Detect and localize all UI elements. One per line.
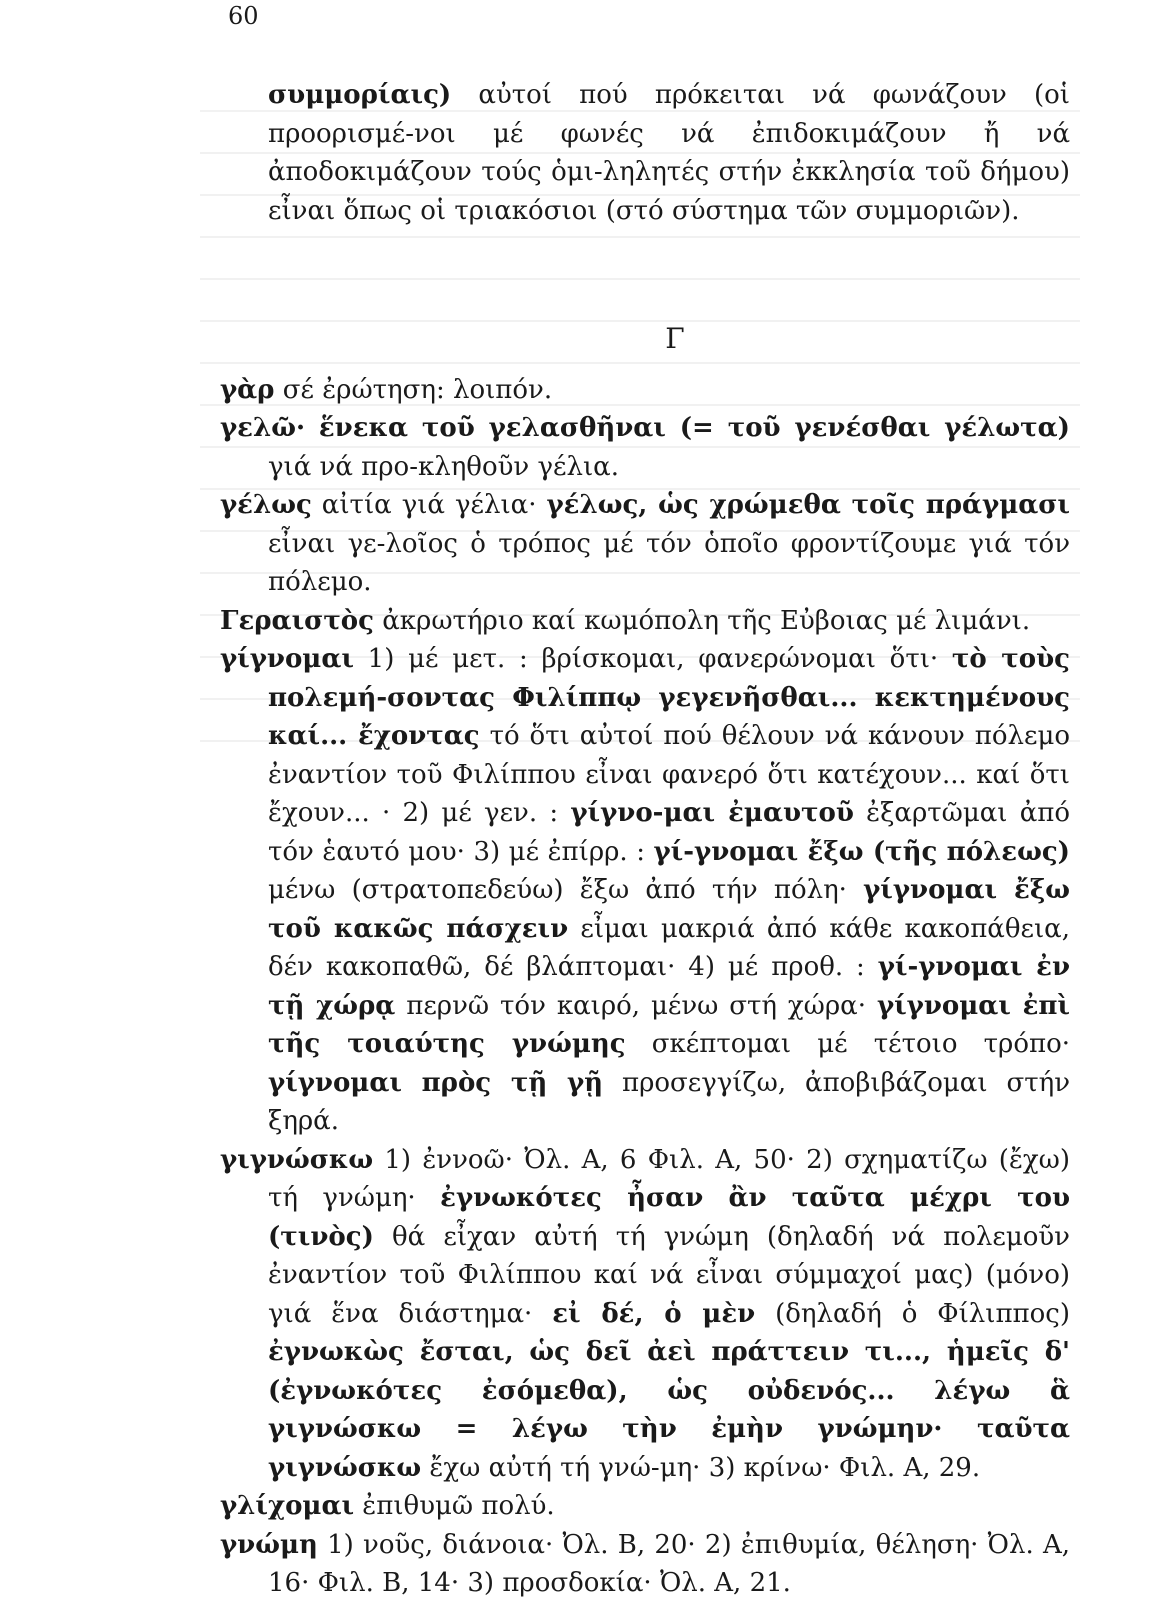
phrase: γίγνομαι ἐπὶ τῆς τοιαύτης γνώμης [268, 990, 1070, 1059]
definition: ἐπιθυμῶ πολύ. [354, 1491, 555, 1521]
definition: ἐξαρτῶμαι ἀπό τόν ἑαυτό μου· 3) μέ ἐπίρρ. : [268, 798, 1071, 867]
definition: 1) ἐννοῶ· Ὀλ. Α, 6 Φιλ. Α, 50· 2) σχηματίζω (ἔχω) τή γνώμη· [268, 1144, 1070, 1213]
phrase: γί-γνομαι ἐν τῇ χώρᾳ [268, 952, 1070, 1021]
definition: γιά νά προ-κληθοῦν γέλια. [268, 451, 619, 482]
phrase: εἰ δέ, ὁ μὲν [552, 1298, 756, 1329]
headword: γὰρ [220, 374, 275, 405]
definition: αὐτοί πού πρόκειται νά φωνάζουν (οἱ προορισμέ-νοι μέ φωνές νά ἐπιδοκιμάζουν ἤ νά ἀποδοκιμάζουν τούς ὁμι-ληλητές στήν ἐκκλησία τοῦ δήμου) εἶναι ὅπως οἱ τριακόσιοι (στό σύστημα τῶν συμμοριῶν). [268, 80, 1070, 226]
phrase: ἐγνωκὼς ἔσται, ὡς δεῖ ἀεὶ πράττειν τι..., ἡμεῖς δ' (ἐγνωκότες ἐσόμεθα), ὡς οὐδενός... λέγω ἃ γιγνώσκω = λέγω τὴν ἐμὴν γνώμην· ταῦτα γιγνώσκω [268, 1337, 1070, 1483]
intro-paragraph [220, 76, 1070, 230]
headword: γλίχομαι [220, 1491, 355, 1521]
entry-gar [220, 371, 1070, 410]
headword: γελῶ· ἕνεκα τοῦ γελασθῆναι (= τοῦ γενέσθαι γέλωτα) [220, 413, 1070, 443]
definition: εἶναι γε-λοῖος ὁ τρόπος μέ τόν ὁποῖο φροντίζουμε γιά τόν πόλεμο. [268, 528, 1070, 597]
entry-gelos [220, 486, 1070, 602]
headword: συμμορίαις) [268, 80, 452, 110]
entry-glichomai [220, 1487, 1070, 1526]
definition: εἶμαι μακριά ἀπό κάθε κακοπάθεια, δέν κακοπαθῶ, δέ βλάπτομαι· 4) μέ προθ. : [268, 913, 1070, 982]
definition: αἰτία γιά γέλια· [311, 490, 547, 520]
entry-gignomai [220, 640, 1070, 1141]
phrase: γί-γνομαι ἔξω (τῆς πόλεως) [653, 836, 1070, 867]
phrase: ἐγνωκότες ἦσαν ἂν ταῦτα μέχρι του (τινὸς) [268, 1183, 1070, 1252]
page-number: 60 [228, 2, 259, 30]
definition: μένω (στρατοπεδεύω) ἔξω ἀπό τήν πόλη· [268, 875, 864, 905]
definition: 1) μέ μετ. : βρίσκομαι, φανερώνομαι ὅτι· [353, 644, 952, 674]
definition: θά εἶχαν αὐτή τή γνώμη (δηλαδή νά πολεμοῦν ἐναντίον τοῦ Φιλίππου καί νά εἶναι σύμμαχοί μας) (μόνο) γιά ἕνα διάστημα· [268, 1221, 1070, 1329]
entry-gelo [220, 409, 1070, 486]
definition: σέ ἐρώτηση: λοιπόν. [274, 374, 553, 405]
definition: 1) νοῦς, διάνοια· Ὀλ. Β, 20· 2) ἐπιθυμία, θέληση· Ὀλ. Α, 16· Φιλ. Β, 14· 3) προσδοκία· Ὀλ. Α, 21. [268, 1529, 1070, 1598]
headword: γίγνομαι [220, 644, 354, 674]
phrase: γέλως, ὡς χρώμεθα τοῖς πράγμασι [546, 490, 1070, 520]
definition: (δηλαδή ὁ Φίλιππος) [755, 1298, 1071, 1329]
dictionary-text [220, 0, 1070, 1603]
definition: ἀκρωτήριο καί κωμόπολη τῆς Εὐβοιας μέ λιμάνι. [373, 605, 1031, 636]
entry-gnome [220, 1526, 1070, 1603]
entry-geraistos [220, 602, 1070, 641]
headword: γέλως [220, 490, 312, 520]
phrase: γίγνομαι ἔξω τοῦ κακῶς πάσχειν [268, 875, 1070, 944]
definition: τό ὅτι αὐτοί πού θέλουν νά κάνουν πόλεμο ἐναντίον τοῦ Φιλίππου εἶναι φανερό ὅτι κατέχουν... καί ὅτι ἔχουν... · 2) μέ γεν. : [268, 721, 1071, 828]
phrase: τὸ τοὺς πολεμή-σοντας Φιλίππῳ γεγενῆσθαι... κεκτημένους καί... ἔχοντας [268, 644, 1070, 751]
headword: γνώμη [220, 1529, 318, 1560]
phrase: γίγνομαι πρὸς τῇ γῇ [268, 1067, 604, 1098]
headword: Γεραιστὸς [220, 605, 374, 636]
definition: σκέπτομαι μέ τέτοιο τρόπο· [625, 1029, 1071, 1059]
headword: γιγνώσκω [220, 1144, 374, 1175]
definition: ἔχω αὐτή τή γνώ-μη· 3) κρίνω· Φιλ. Α, 29. [421, 1452, 981, 1483]
definition: περνῶ τόν καιρό, μένω στή χώρα· [395, 990, 877, 1021]
definition: προσεγγίζω, ἀποβιβάζομαι στήν ξηρά. [268, 1067, 1071, 1136]
phrase: γίγνο-μαι ἐμαυτοῦ [570, 798, 854, 828]
section-letter: Γ [665, 322, 685, 355]
entry-gignosko [220, 1141, 1070, 1488]
